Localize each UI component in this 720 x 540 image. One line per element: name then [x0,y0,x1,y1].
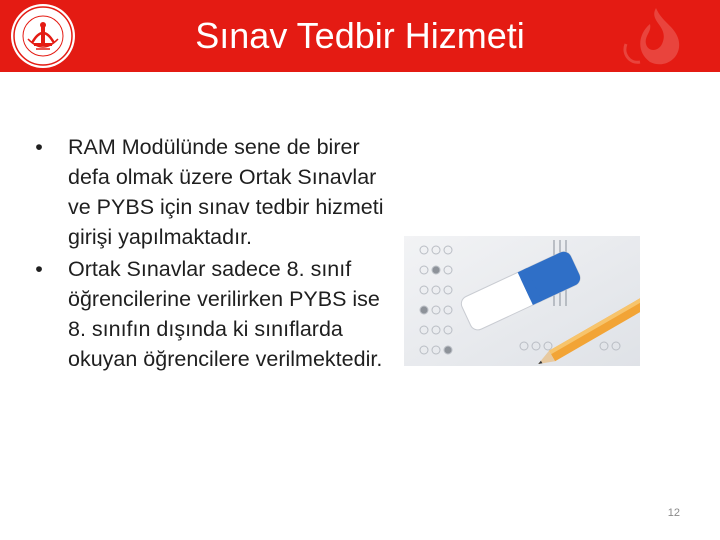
slide-header [0,0,720,72]
bullet-text: Ortak Sınavlar sadece 8. sınıf öğrencilerine verilirken PYBS ise 8. sınıfın dışında ki sınıflarda okuyan öğrencilere verilmektedir. [68,257,383,371]
bullet-item [30,254,390,374]
bullet-list [30,132,390,376]
page-number: 12 [667,507,680,519]
bullet-symbol: • [35,257,43,281]
bullet-item [30,132,390,252]
slide-title: Sınav Tedbir Hizmeti [195,15,525,56]
bullet-text: RAM Modülünde sene de birer defa olmak üzere Ortak Sınavlar ve PYBS için sınav tedbir hizmeti girişi yapılmaktadır. [68,135,384,249]
exam-sheet-eraser-pencil-photo [404,236,640,366]
flame-watermark-icon [618,4,698,68]
bullet-symbol: • [35,135,43,159]
